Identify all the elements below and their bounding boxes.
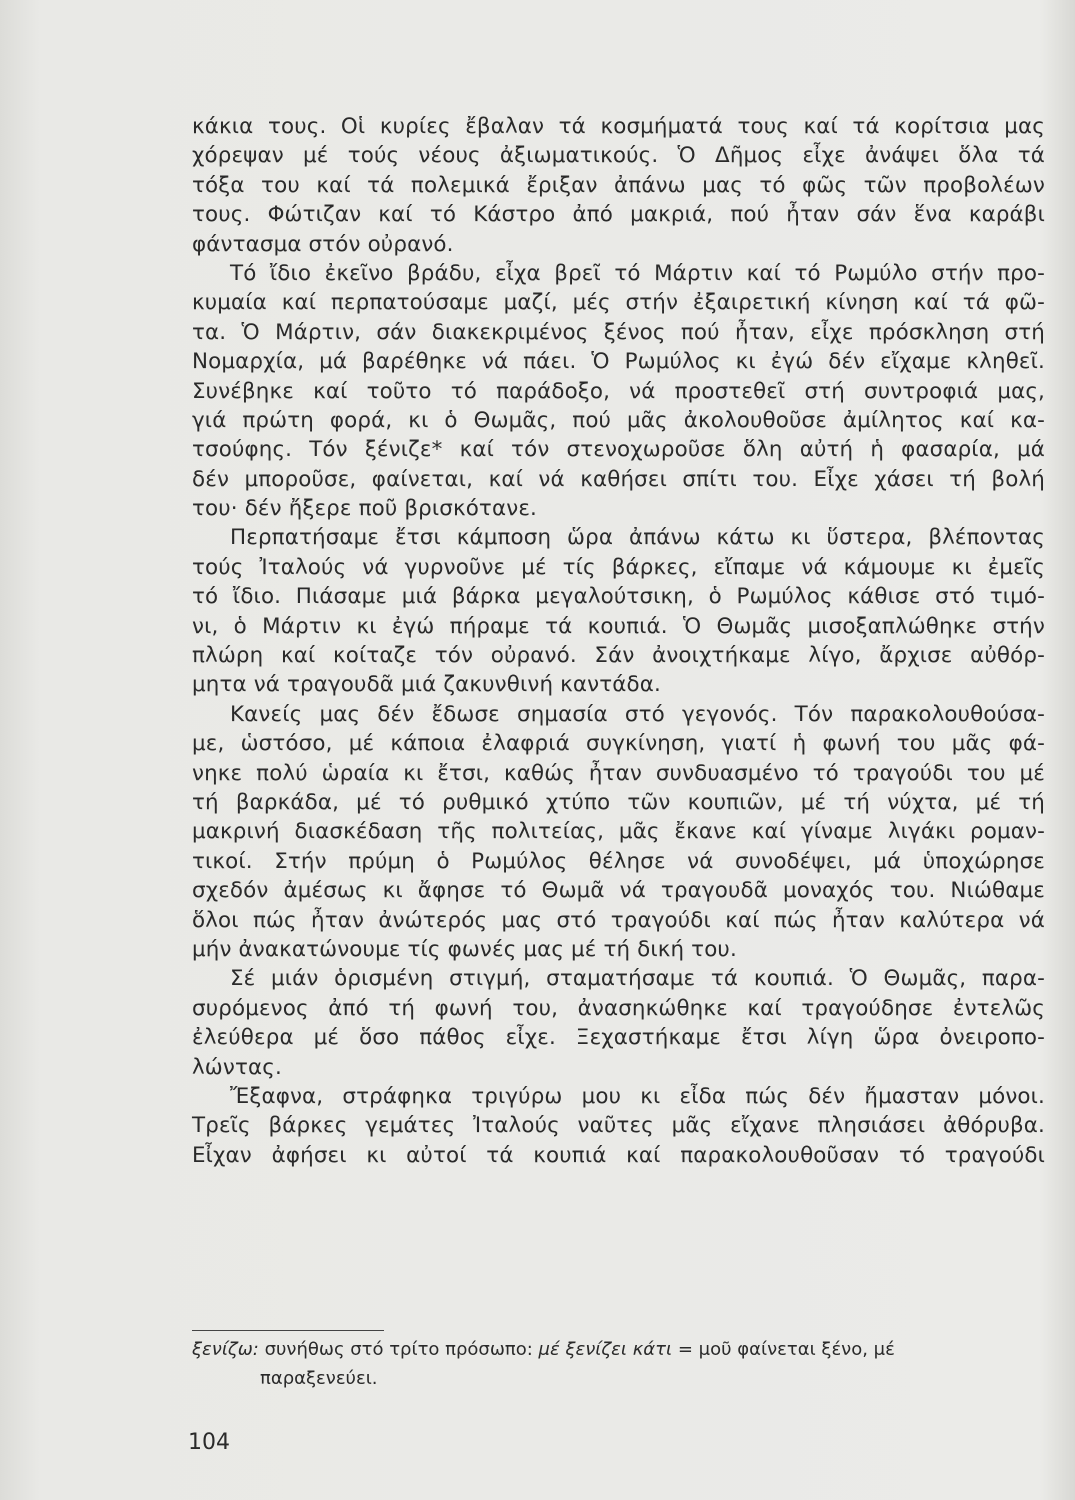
body-text: [192, 112, 1045, 1170]
text-line: Τρεῖς βάρκες γεμάτες Ἰταλούς ναῦτες μᾶς εἴχανε πλησιάσει ἀθόρυβα.: [192, 1113, 1045, 1139]
text-line: τόξα του καί τά πολεμικά ἔριξαν ἀπάνω μας τό φῶς τῶν προβολέων: [192, 172, 1045, 198]
paragraph: [192, 259, 1045, 524]
footnote: [192, 1335, 1045, 1393]
text-line: τό ἴδιο. Πιάσαμε μιά βάρκα μεγαλούτσικη, ὁ Ρωμύλος κάθισε στό τιμό-: [192, 584, 1045, 610]
text-line: λώντας.: [192, 1054, 282, 1080]
text-line: πλώρη καί κοίταζε τόν οὐρανό. Σάν ἀνοιχτήκαμε λίγο, ἄρχισε αὐθόρ-: [192, 643, 1045, 669]
footnote-equals: =: [677, 1339, 693, 1360]
text-line: χόρεψαν μέ τούς νέους ἀξιωματικούς. Ὁ Δῆμος εἶχε ἀνάψει ὅλα τά: [192, 143, 1045, 169]
text-line: νηκε πολύ ὡραία κι ἔτσι, καθώς ἦταν συνδυασμένο τό τραγούδι του μέ: [192, 760, 1045, 786]
text-line: Συνέβηκε καί τοῦτο τό παράδοξο, νά προστεθεῖ στή συντροφιά μας,: [192, 378, 1045, 404]
text-line: σχεδόν ἀμέσως κι ἄφησε τό Θωμᾶ νά τραγουδᾶ μοναχός του. Νιώθαμε: [192, 878, 1045, 904]
text-line: με, ὡστόσο, μέ κάποια ἐλαφριά συγκίνηση, γιατί ἡ φωνή του μᾶς φά-: [192, 731, 1045, 757]
text-line: τσούφης. Τόν ξένιζε* καί τόν στενοχωροῦσε ὅλη αὐτή ἡ φασαρία, μά: [192, 437, 1045, 463]
footnote-text: συνήθως στό τρίτο πρόσωπο:: [264, 1339, 533, 1360]
text-line: ὅλοι πώς ἦταν ἀνώτερός μας στό τραγούδι καί πώς ἦταν καλύτερα νά: [192, 907, 1045, 933]
page-number: 104: [188, 1430, 230, 1455]
text-line: συρόμενος ἀπό τή φωνή του, ἀνασηκώθηκε καί τραγούδησε ἐντελῶς: [192, 995, 1045, 1021]
paragraph: [192, 523, 1045, 699]
text-line: Κανείς μας δέν ἔδωσε σημασία στό γεγονός. Τόν παρακολουθούσα-: [230, 701, 1045, 727]
text-line: μακρινή διασκέδαση τῆς πολιτείας, μᾶς ἔκανε καί γίναμε λιγάκι ρομαν-: [192, 819, 1045, 845]
text-line: του· δέν ἤξερε ποῦ βρισκότανε.: [192, 496, 537, 522]
text-line: μητα νά τραγουδᾶ μιά ζακυνθινή καντάδα.: [192, 672, 661, 698]
text-line: Ἔξαφνα, στράφηκα τριγύρω μου κι εἶδα πώς δέν ἤμασταν μόνοι.: [230, 1083, 1045, 1109]
footnote-separator: [192, 1330, 384, 1331]
text-line: φάντασμα στόν οὐρανό.: [192, 231, 454, 257]
text-line: τα. Ὁ Μάρτιν, σάν διακεκριμένος ξένος πού ἦταν, εἶχε πρόσκληση στή: [192, 319, 1045, 345]
text-line: Τό ἴδιο ἐκεῖνο βράδυ, εἶχα βρεῖ τό Μάρτιν καί τό Ρωμύλο στήν προ-: [230, 260, 1045, 286]
paragraph: [192, 112, 1045, 259]
paragraph: [192, 700, 1045, 965]
text-line: κάκια τους. Οἱ κυρίες ἔβαλαν τά κοσμήματά τους καί τά κορίτσια μας: [192, 114, 1045, 139]
text-line: τικοί. Στήν πρύμη ὁ Ρωμύλος θέλησε νά συνοδέψει, μά ὑποχώρησε: [192, 848, 1045, 874]
text-line: Περπατήσαμε ἔτσι κάμποση ὥρα ἀπάνω κάτω κι ὕστερα, βλέποντας: [230, 525, 1045, 551]
text-line: Σέ μιάν ὁρισμένη στιγμή, σταματήσαμε τά κουπιά. Ὁ Θωμᾶς, παρα-: [230, 966, 1045, 992]
text-line: ἐλεύθερα μέ ὅσο πάθος εἶχε. Ξεχαστήκαμε ἔτσι λίγη ὥρα ὀνειροπο-: [192, 1025, 1045, 1051]
text-line: δέν μποροῦσε, φαίνεται, καί νά καθήσει σπίτι του. Εἶχε χάσει τή βολή: [192, 466, 1045, 492]
footnote-meaning: μοῦ φαίνεται ξένο, μέ: [698, 1339, 895, 1360]
text-line: τούς Ἰταλούς νά γυρνοῦνε μέ τίς βάρκες, εἴπαμε νά κάμουμε κι ἐμεῖς: [192, 554, 1045, 580]
footnote-example: μέ ξενίζει κάτι: [538, 1339, 673, 1360]
footnote-meaning-continued: παραξενεύει.: [260, 1368, 378, 1389]
paragraph: [192, 1082, 1045, 1170]
text-line: νι, ὁ Μάρτιν κι ἐγώ πήραμε τά κουπιά. Ὁ Θωμᾶς μισοξαπλώθηκε στήν: [192, 613, 1045, 639]
text-line: τή βαρκάδα, μέ τό ρυθμικό χτύπο τῶν κουπιῶν, μέ τή νύχτα, μέ τή: [192, 789, 1045, 815]
text-line: Εἶχαν ἀφήσει κι αὐτοί τά κουπιά καί παρακολουθοῦσαν τό τραγούδι: [192, 1142, 1045, 1168]
text-line: μήν ἀνακατώνουμε τίς φωνές μας μέ τή δική του.: [192, 936, 737, 962]
paragraph: [192, 964, 1045, 1082]
text-line: Νομαρχία, μά βαρέθηκε νά πάει. Ὁ Ρωμύλος κι ἐγώ δέν εἴχαμε κληθεῖ.: [192, 349, 1045, 375]
footnote-term: ξενίζω:: [192, 1339, 259, 1360]
text-line: τους. Φώτιζαν καί τό Κάστρο ἀπό μακριά, πού ἦταν σάν ἕνα καράβι: [192, 202, 1045, 228]
text-line: γιά πρώτη φορά, κι ὁ Θωμᾶς, πού μᾶς ἀκολουθοῦσε ἀμίλητος καί κα-: [192, 407, 1045, 433]
text-line: κυμαία καί περπατούσαμε μαζί, μές στήν ἐξαιρετική κίνηση καί τά φῶ-: [192, 290, 1045, 316]
